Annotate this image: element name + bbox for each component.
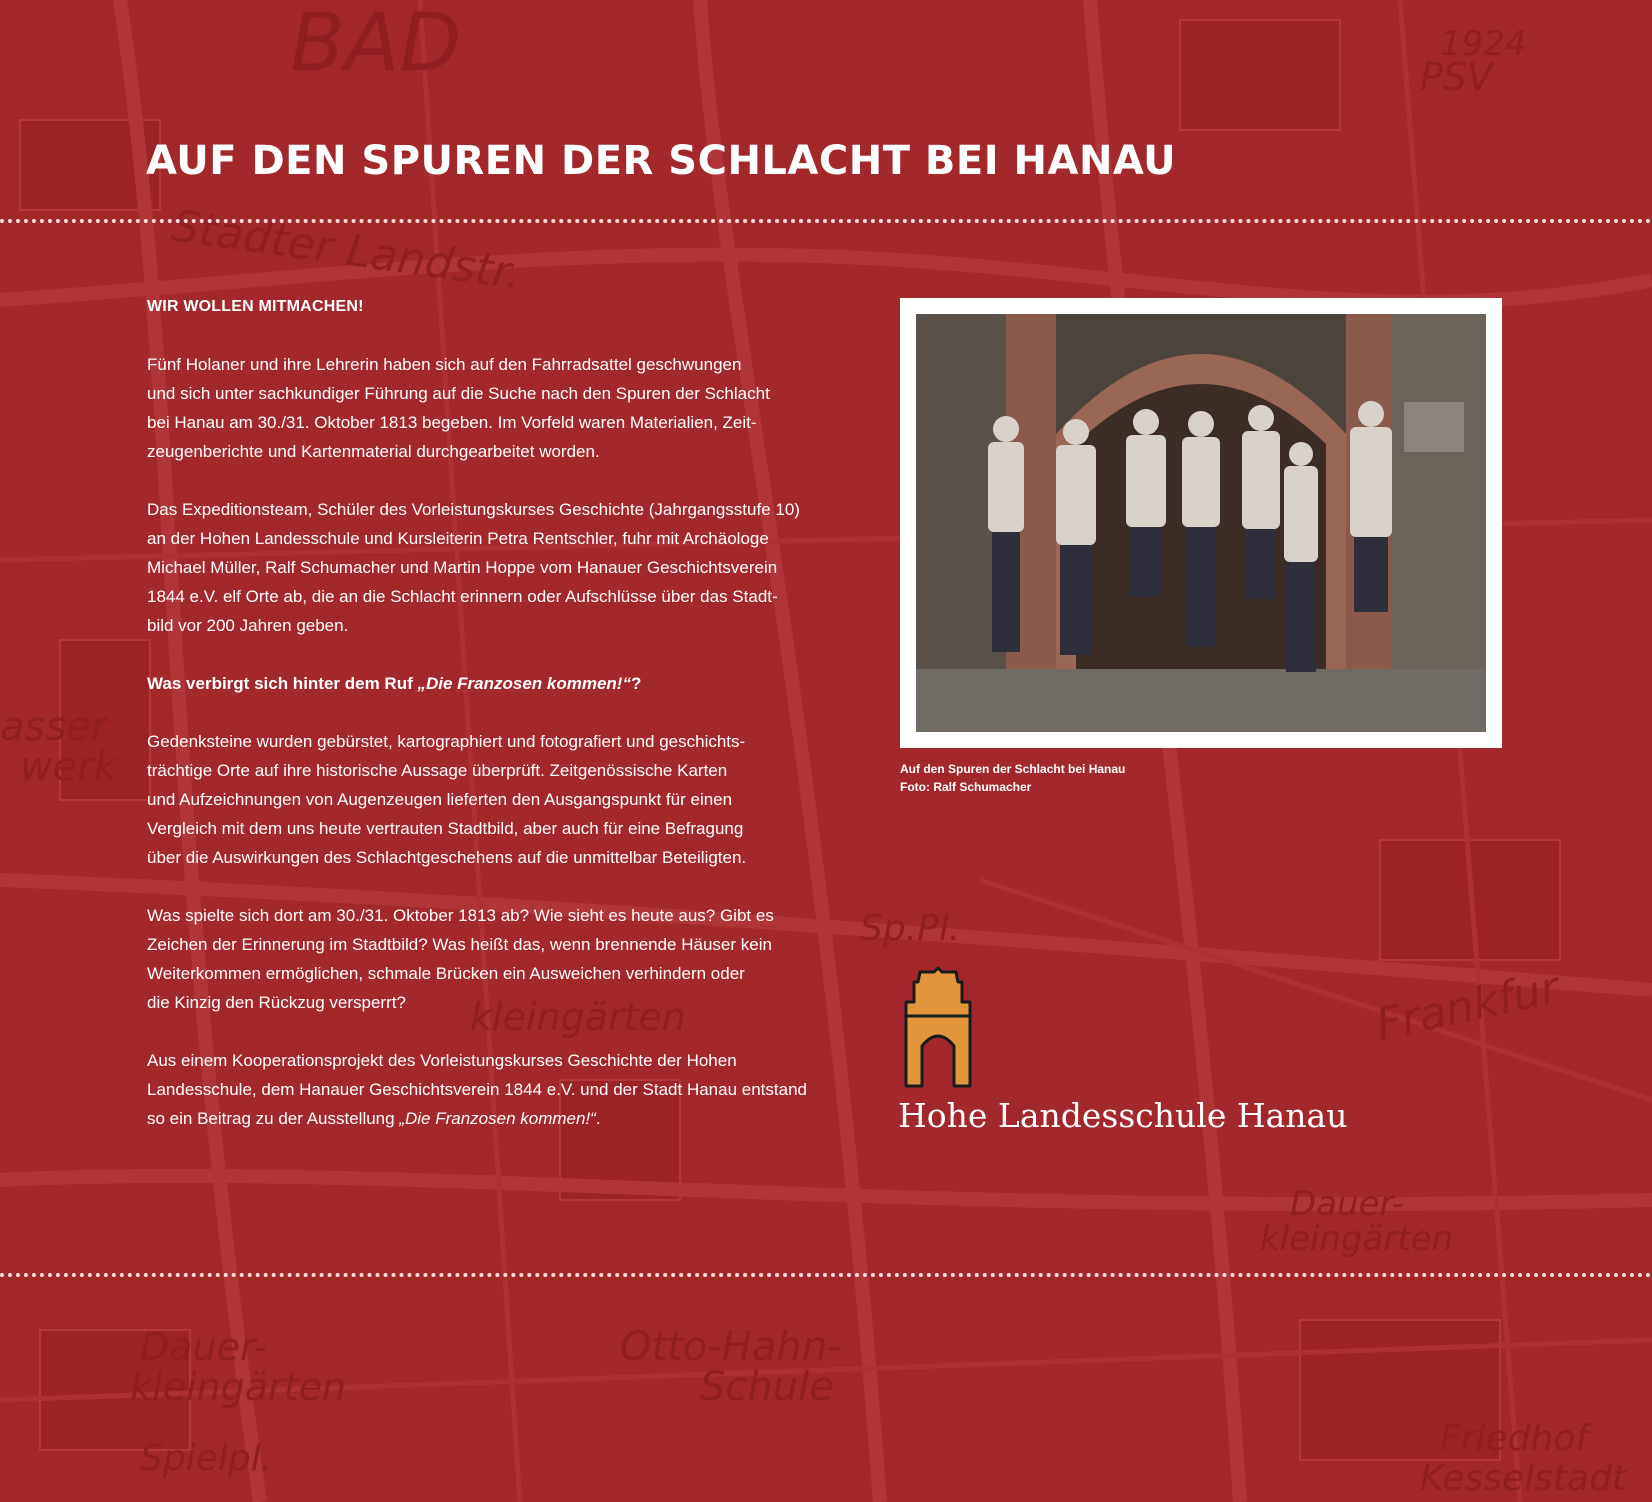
svg-text:Sp.Pl.: Sp.Pl.: [860, 908, 961, 949]
dotted-divider-top: [0, 219, 1652, 223]
caption-title: Auf den Spuren der Schlacht bei Hanau: [900, 762, 1126, 776]
school-gate-logo: [898, 966, 978, 1090]
paragraph-5-text: Aus einem Kooperationsprojekt des Vorleistungskurses Geschichte der Hohen Landesschule, dem Hanauer Geschichtsverein 1844 e.V. und der Stadt Hanau entstand so ein Beitrag zu der Ausstellung: [147, 1051, 807, 1128]
svg-text:Spielpl.: Spielpl.: [140, 1438, 273, 1479]
article-question: [147, 669, 847, 698]
paragraph-5-end: .: [595, 1109, 601, 1128]
question-prefix: Was verbirgt sich hinter dem Ruf: [147, 674, 418, 693]
svg-text:kleingärten: kleingärten: [130, 1365, 346, 1409]
article-subheading: WIR WOLLEN MITMACHEN!: [147, 298, 364, 315]
svg-text:Stadter Landstr.: Stadter Landstr.: [168, 200, 525, 300]
svg-text:werk: werk: [20, 744, 117, 790]
question-quote: „Die Franzosen kommen!“: [417, 674, 631, 693]
svg-text:BAD: BAD: [290, 0, 462, 89]
article-paragraph-4: Was spielte sich dort am 30./31. Oktober 1813 ab? Wie sieht es heute aus? Gibt es Zeichen der Erinnerung im Stadtbild? Was heißt das, wenn brennende Häuser kein Weiterkommen ermöglichen, schmale Brücken ein Ausweichen verhindern oder die Kinzig den Rückzug versperrt?: [147, 906, 774, 1012]
group-photo: [916, 314, 1486, 732]
article-paragraph-3: Gedenksteine wurden gebürstet, kartographiert und fotografiert und geschichts- trächtige Orte auf ihre historische Aussage überprüft. Zeitgenössische Karten und Aufzeichnungen von Augenzeugen lieferten den Ausgangspunkt für einen Vergleich mit dem uns heute vertrauten Stadtbild, aber auch für eine Befragung über die Auswirkungen des Schlachtgeschehens auf die unmittelbar Beteiligten.: [147, 732, 747, 867]
svg-text:PSV: PSV: [1420, 55, 1494, 99]
question-suffix: ?: [630, 674, 642, 693]
svg-text:Otto-Hahn-: Otto-Hahn-: [620, 1324, 842, 1370]
caption-credit: Foto: Ralf Schumacher: [900, 780, 1032, 794]
svg-text:Frankfur: Frankfur: [1371, 962, 1564, 1051]
svg-text:Dauer-: Dauer-: [1290, 1184, 1404, 1224]
article-body: [147, 292, 847, 1162]
svg-text:Dauer-: Dauer-: [140, 1325, 268, 1369]
svg-text:1924: 1924: [1440, 24, 1527, 64]
photo-frame: [900, 298, 1502, 748]
svg-text:asser: asser: [0, 704, 108, 750]
svg-text:Schule: Schule: [700, 1364, 834, 1410]
article-paragraph-5: [147, 1046, 847, 1133]
svg-text:Kesselstadt: Kesselstadt: [1420, 1458, 1627, 1499]
svg-text:kleingärten: kleingärten: [1260, 1219, 1454, 1259]
svg-text:Friedhof: Friedhof: [1440, 1418, 1589, 1459]
svg-text:kleingärten: kleingärten: [470, 995, 686, 1039]
dotted-divider-bottom: [0, 1273, 1652, 1277]
exhibition-quote: „Die Franzosen kommen!“: [399, 1109, 596, 1128]
group-photo-illustration: [916, 314, 1486, 732]
photo-caption: [900, 760, 1125, 796]
school-name: Hohe Landesschule Hanau: [898, 1096, 1348, 1135]
page-title: AUF DEN SPUREN DER SCHLACHT BEI HANAU: [146, 138, 1177, 184]
article-paragraph-2: Das Expeditionsteam, Schüler des Vorleistungskurses Geschichte (Jahrgangsstufe 10) an der Hohen Landesschule und Kursleiterin Petra Rentschler, fuhr mit Archäologe Michael Müller, Ralf Schumacher und Martin Hoppe vom Hanauer Geschichtsverein 1844 e.V. elf Orte ab, die an die Schlacht erinnern oder Aufschlüsse über das Stadt- bild vor 200 Jahren geben.: [147, 500, 800, 635]
article-paragraph-1: Fünf Holaner und ihre Lehrerin haben sich auf den Fahrradsattel geschwungen und sich unter sachkundiger Führung auf die Suche nach den Spuren der Schlacht bei Hanau am 30./31. Oktober 1813 begeben. Im Vorfeld waren Materialien, Zeit- zeugenberichte und Kartenmaterial durchgearbeitet worden.: [147, 355, 770, 461]
